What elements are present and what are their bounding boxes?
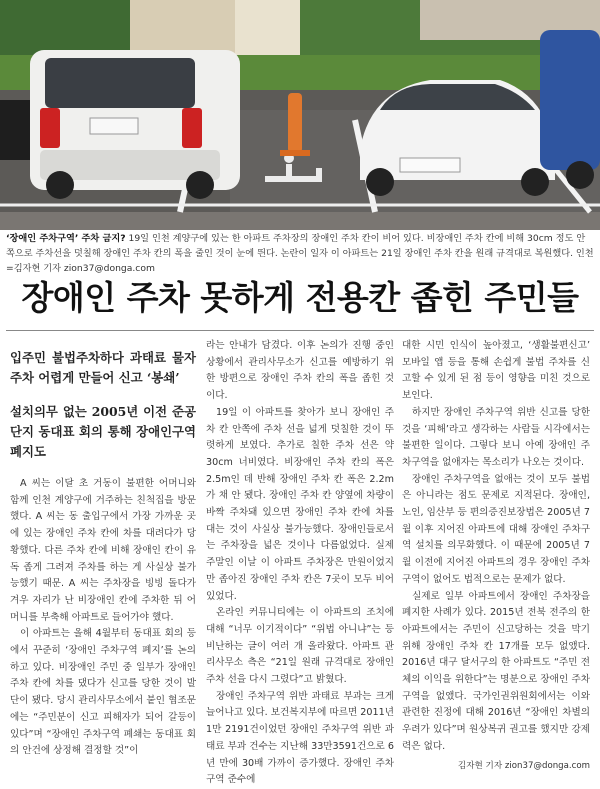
parking-lot-photo	[0, 0, 600, 230]
article-column-3	[402, 338, 590, 774]
paragraph: 장애인 주차구역을 없애는 것이 모두 불법은 아니라는 점도 문제로 지적된다. 장애인, 노인, 임산부 등 편의증진보장법은 2005년 7월 이후 지어진 아파트에 대해 장애인 주차구역 설치를 의무화했다. 이 때문에 2005년 7월 이전에 지어진 아파트의 경우 장애인 주차구역이 없어도 법적으로는 문제가 없다.	[402, 473, 590, 585]
subheadline-1: 입주민 불법주차하다 과태료 물자 주차 어렵게 만들어 신고 ‘봉쇄’	[10, 350, 196, 385]
parking-photo-illustration	[0, 0, 600, 230]
article-column-1	[10, 338, 196, 760]
photo-caption	[6, 231, 594, 276]
divider	[6, 330, 594, 331]
paragraph: 19일 이 아파트를 찾아가 보니 장애인 주차 칸 안쪽에 주차 선을 넓게 덧칠한 것이 뚜렷하게 보였다. 추가로 칠한 주차 선은 약 30cm 너비였다. 비장애인 주차 칸의 폭은 2.5m인 데 반해 장애인 주차 칸 폭은 2.2m가 채 안 됐다. 장애인 주차 칸 양옆에 차량이 바짝 주차돼 있으면 장애인 주차 칸에 차를 대는 것이 사실상 불가능했다. 장애인들로서는 주차장을 넓은 것이나 다름없었다. 실제 주말인 이날 이 아파트 주차장은 만원이었지만 좁아진 장애인 주차 칸은 7곳이 모두 비어 있었다.	[206, 406, 394, 602]
byline: 김자현 기자 zion37@donga.com	[457, 760, 590, 771]
paragraph: 온라인 커뮤니티에는 이 아파트의 조치에 대해 “너무 이기적이다” “위법 아니냐”는 등 비난하는 글이 여러 개 올라왔다. 아파트 관리사무소 측은 “21일 원래 규격대로 장애인 주차 선을 다시 그렸다”고 밝혔다.	[206, 607, 394, 686]
article-column-2	[206, 338, 394, 789]
paragraph: 실제로 일부 아파트에서 장애인 주차장을 폐지한 사례가 있다. 2015년 전북 전주의 한 아파트에서는 주민이 신고당하는 것을 막기 위해 장애인 주차 칸 17개를 모두 없앴다. 2016년 대구 달서구의 한 아파트도 “주민 전체의 이익을 위한다”는 명분으로 장애인 주차구역을 없앴다. 국가인권위원회에서는 이와 관련한 진정에 대해 2016년 “장애인 차별의 우려가 있다”며 원상복귀 권고를 했지만 강제력은 없다.	[402, 590, 590, 752]
paragraph: 장애인 주차구역 위반 과태료 부과는 크게 늘어나고 있다. 보건복지부에 따르면 2011년 1만 2191건이었던 장애인 주차구역 위반 과태료 부과 건수는 지난해 33만3591건으로 6년 만에 30배 가까이 증가했다. 장애인 주차구역 준수에	[206, 690, 394, 786]
caption-text: 19일 인천 계양구에 있는 한 아파트 주차장의 장애인 주차 칸이 비어 있다. 비장애인 주차 칸에 비해 30cm 정도 안쪽으로 주차선을 덧칠해 장애인 주차 칸의 폭을 줄인 것이 눈에 띈다. 논란이 일자 이 아파트는 21일 장애인 주차 칸을 원래 규격대로 복원했다. 인천=김자현 기자 zion37@donga.com	[6, 233, 594, 274]
paragraph: 대한 시민 인식이 높아졌고, ‘생활불편신고’ 모바일 앱 등을 통해 손쉽게 불법 주차를 신고할 수 있게 된 점 등이 영향을 미친 것으로 보인다.	[402, 340, 590, 402]
subheadline-2: 설치의무 없는 2005년 이전 준공단지 동대표 회의 통해 장애인구역 폐지도	[10, 404, 196, 459]
paragraph: A 씨는 이달 초 거동이 불편한 어머니와 함께 인천 계양구에 거주하는 친척집을 방문했다. A 씨는 동 출입구에서 가장 가까운 곳에 있는 장애인 주차 칸에 차를 대려다가 당황했다. 다른 주차 칸에 비해 장애인 칸이 유독 좁게 그려져 주차를 하는 게 사실상 불가능했기 때문. A 씨는 주차장을 빙빙 돌다가 겨우 자리가 난 비장애인 칸에 주차한 뒤 어머니를 부축해 아파트로 들어가야 했다.	[10, 478, 196, 623]
paragraph: 라는 안내가 담겼다. 이후 논의가 진행 중인 상황에서 관리사무소가 신고를 예방하기 위한 방편으로 장애인 주차 칸의 폭을 좁힌 것이다.	[206, 340, 394, 402]
caption-lead: ‘장애인 주차구역’ 주차 금지?	[6, 233, 126, 244]
article-headline: 장애인 주차 못하게 전용칸 좁힌 주민들	[21, 278, 579, 317]
paragraph: 하지만 장애인 주차구역 위반 신고를 당한 것을 ‘피해’라고 생각하는 사람들 시각에서는 불편한 일이다. 그렇다 보니 아예 장애인 주차구역을 없애자는 목소리가 나오는 것이다.	[402, 406, 590, 468]
paragraph: 이 아파트는 올해 4월부터 동대표 회의 등에서 꾸준히 ‘장애인 주차구역 폐지’를 논의하고 있다. 비장애인 주민 중 일부가 장애인 주차 칸에 차를 댔다가 신고를 당한 것이 발단이 됐다. 당시 관리사무소에서 붙인 협조문에는 “주민분이 신고 피해자가 되어 갈등이 있다”며 “장애인 주차구역 폐쇄는 동대표 회의 안건에 상정해 결정할 것”이	[10, 628, 196, 757]
